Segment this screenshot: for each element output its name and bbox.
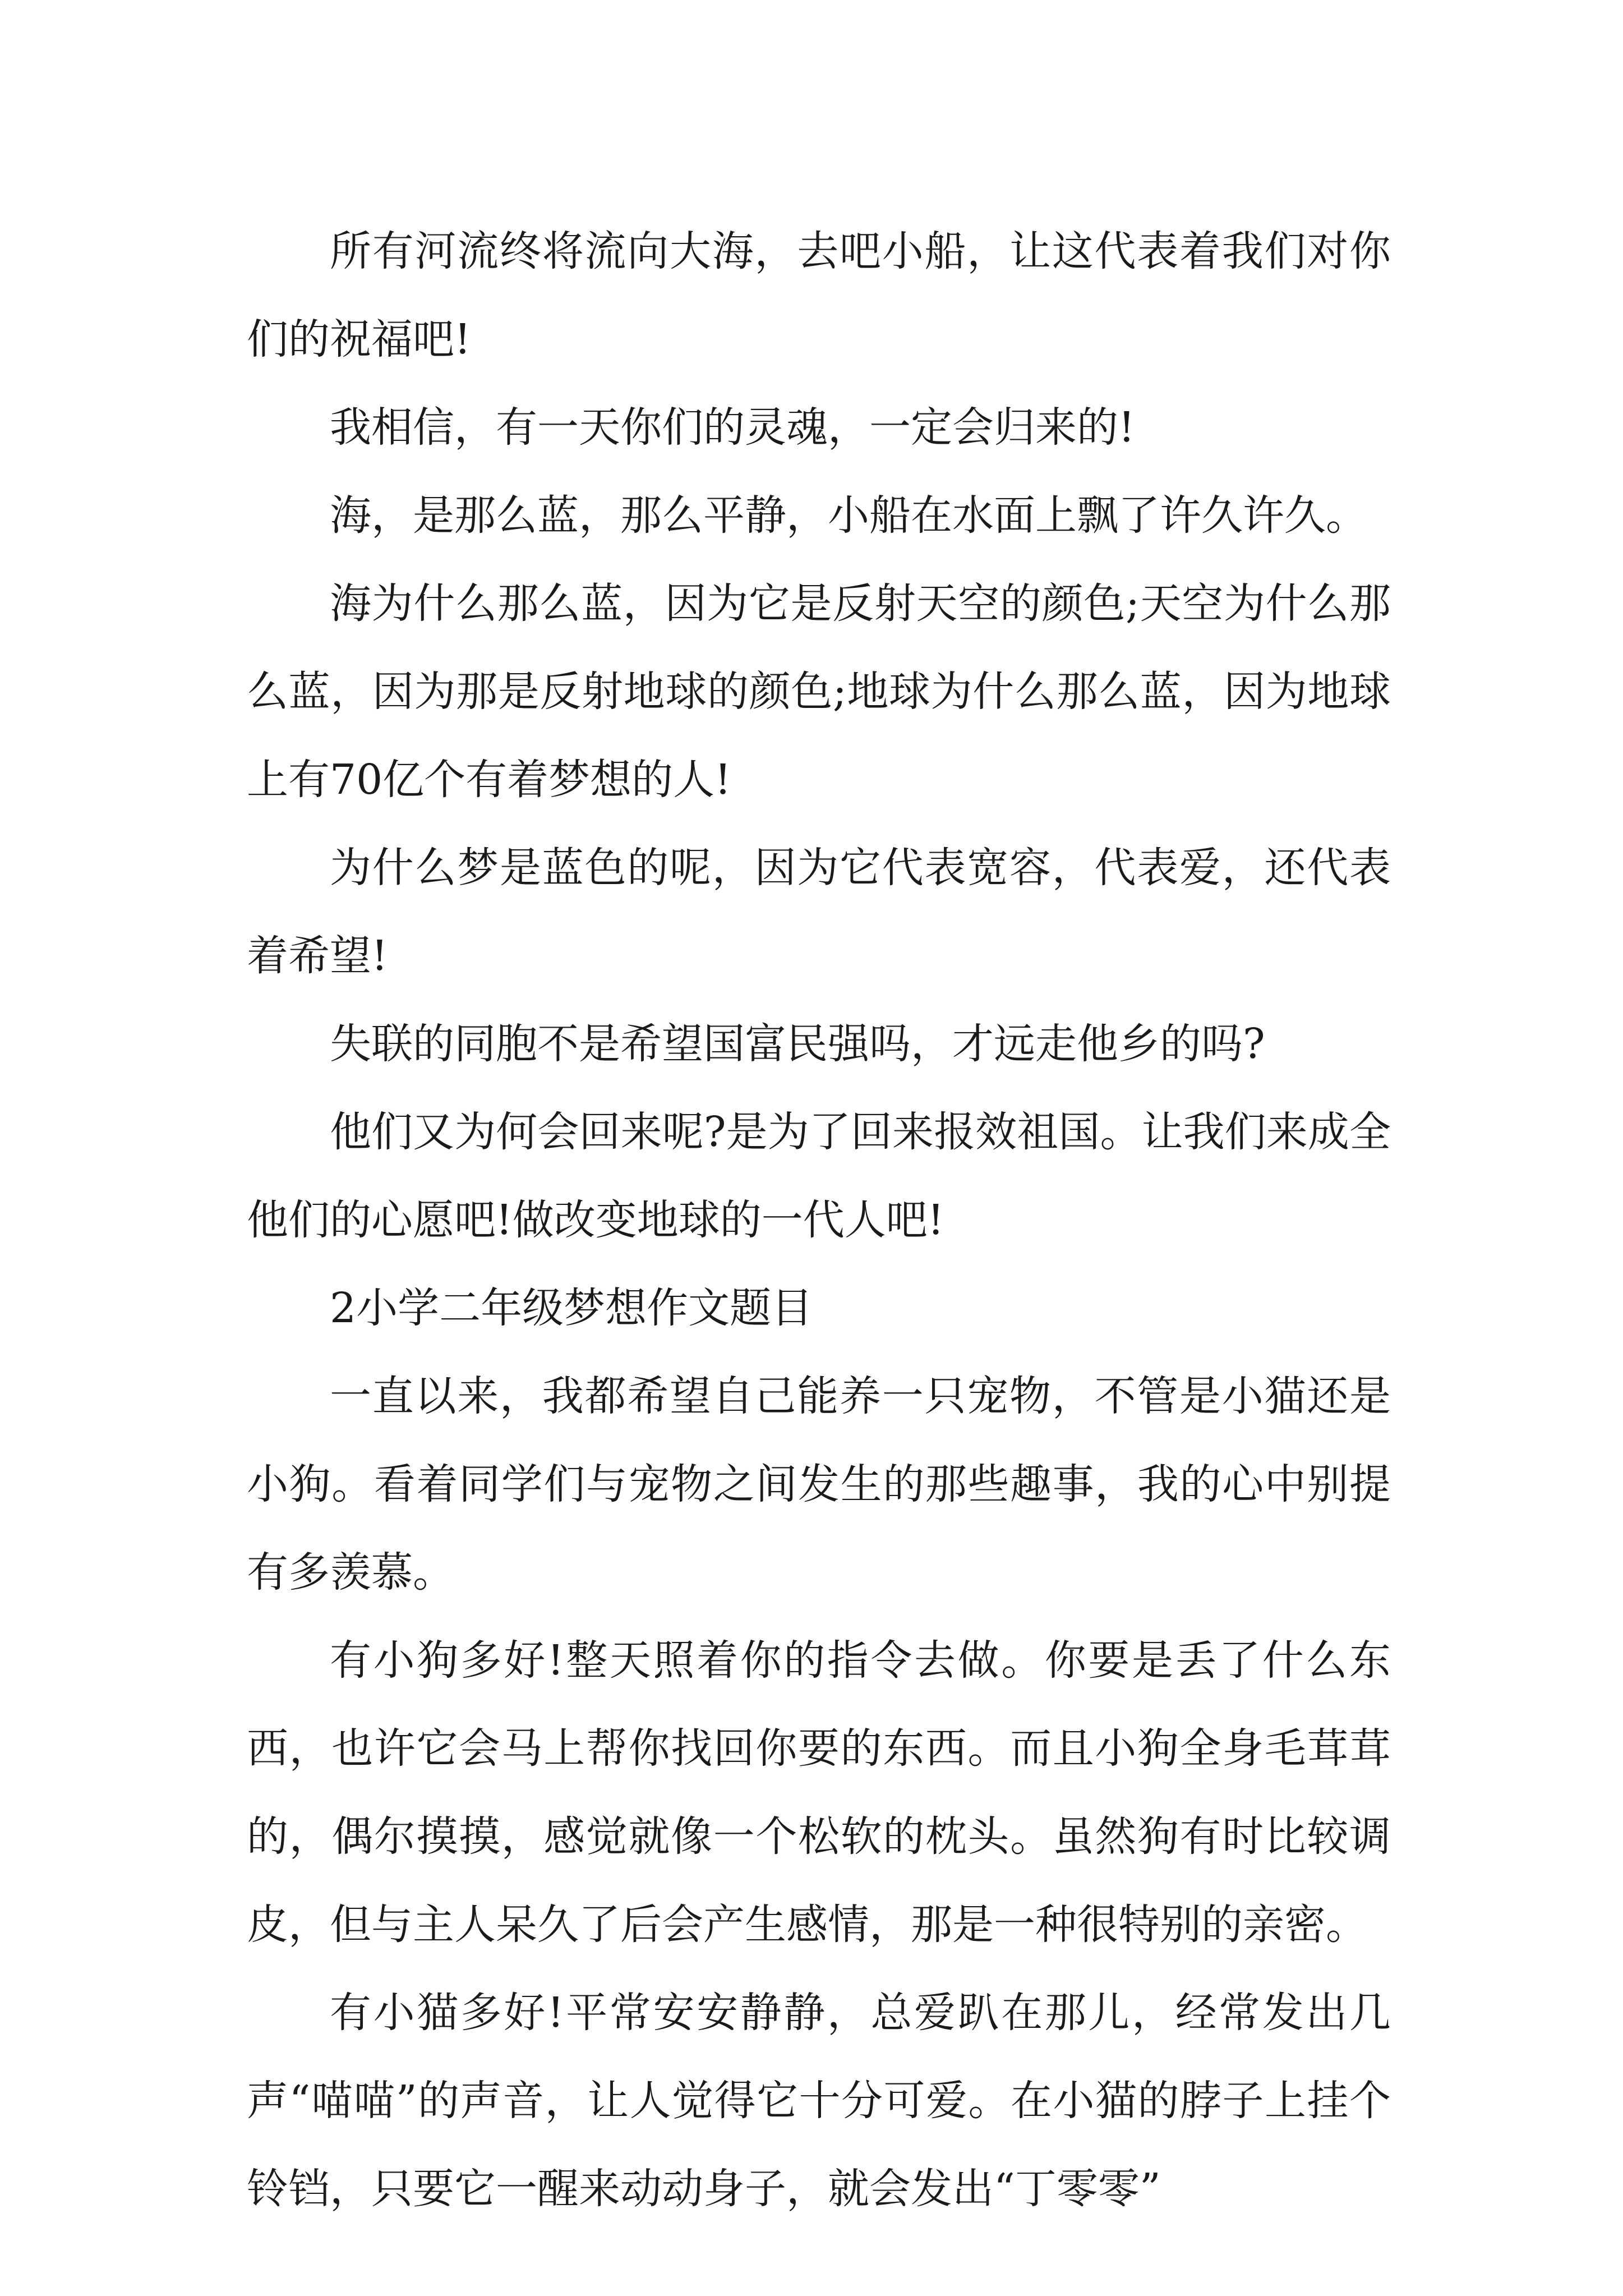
essay-body [247,208,1391,2233]
paragraph: 为什么梦是蓝色的呢，因为它代表宽容，代表爱，还代表着希望! [247,844,1391,980]
paragraph: 失联的同胞不是希望国富民强吗，才远走他乡的吗? [330,1020,1265,1068]
paragraph: 他们又为何会回来呢?是为了回来报效祖国。让我们来成全他们的心愿吧!做改变地球的一代人吧! [247,1108,1391,1244]
paragraph: 有小狗多好!整天照着你的指令去做。你要是丢了什么东西，也许它会马上帮你找回你要的东西。而且小狗全身毛茸茸的，偶尔摸摸，感觉就像一个松软的枕头。虽然狗有时比较调皮，但与主人呆久了后会产生感情，那是一种很特别的亲密。 [247,1636,1391,1949]
paragraph: 一直以来，我都希望自己能养一只宠物，不管是小猫还是小狗。看着同学们与宠物之间发生的那些趣事，我的心中别提有多羡慕。 [247,1372,1391,1596]
paragraph: 有小猫多好!平常安安静静，总爱趴在那儿，经常发出几声“喵喵”的声音，让人觉得它十分可爱。在小猫的脖子上挂个铃铛，只要它一醒来动动身子，就会发出“丁零零” [247,1989,1391,2213]
paragraph: 海，是那么蓝，那么平静，小船在水面上飘了许久许久。 [330,491,1367,540]
section-heading: 2小学二年级梦想作文题目 [330,1284,813,1332]
paragraph: 我相信，有一天你们的灵魂，一定会归来的! [330,403,1135,452]
paragraph: 海为什么那么蓝，因为它是反射天空的颜色;天空为什么那么蓝，因为那是反射地球的颜色;地球为什么那么蓝，因为地球上有70亿个有着梦想的人! [247,579,1391,804]
paragraph: 所有河流终将流向大海，去吧小船，让这代表着我们对你们的祝福吧! [247,227,1391,364]
